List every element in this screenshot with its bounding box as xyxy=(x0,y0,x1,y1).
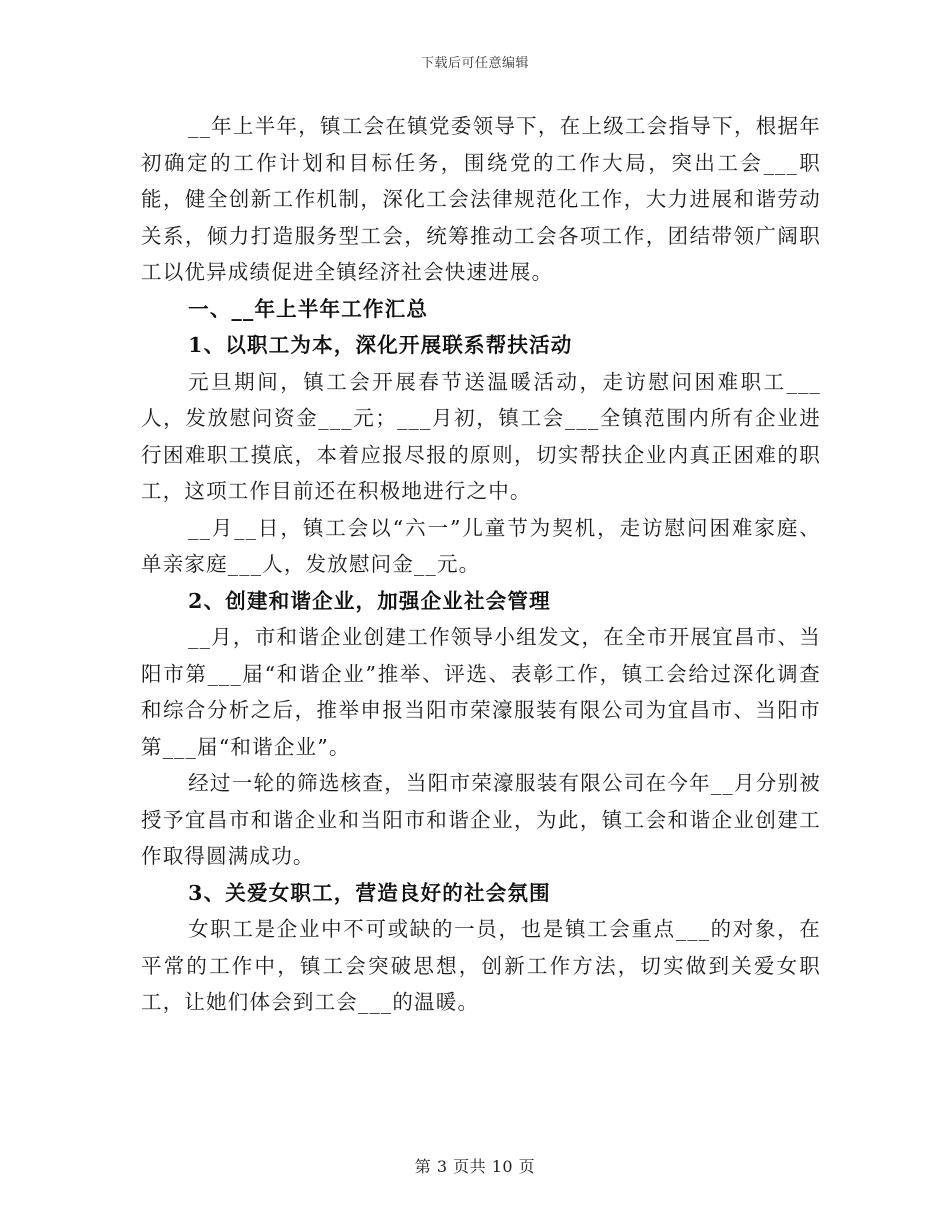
section-heading: 一、__年上半年工作汇总 xyxy=(188,296,429,321)
page-header-note: 下载后可任意编辑 xyxy=(420,56,529,71)
item-1-paragraph-1: 元旦期间，镇工会开展春节送温暖活动，走访慰问困难职工___人，发放慰问资金___元；___月初，镇工会___全镇范围内所有企业进行困难职工摸底，本着应报尽报的原则，切实帮扶企业内真正困难的职工，这项工作目前还在积极地进行之中。 xyxy=(141,369,821,503)
page-number: 第 3 页共 10 页 xyxy=(414,1157,536,1176)
item-3-paragraph-1: 女职工是企业中不可或缺的一员，也是镇工会重点___的对象，在平常的工作中，镇工会突破思想，创新工作方法，切实做到关爱女职工，让她们体会到工会___的温暖。 xyxy=(141,917,821,1014)
item-1-paragraph-2: __月__日，镇工会以“六一”儿童节为契机，走访慰问困难家庭、单亲家庭___人，发放慰问金__元。 xyxy=(141,515,821,576)
item-2-paragraph-2: 经过一轮的筛选核查，当阳市荣濠服装有限公司在今年__月分别被授予宜昌市和谐企业和当阳市和谐企业，为此，镇工会和谐企业创建工作取得圆满成功。 xyxy=(141,771,821,868)
item-2-paragraph-1: __月，市和谐企业创建工作领导小组发文，在全市开展宜昌市、当阳市第___届“和谐企业”推举、评选、表彰工作，镇工会给过深化调查和综合分析之后，推举申报当阳市荣濠服装有限公司为宜昌市、当阳市第___届“和谐企业”。 xyxy=(141,625,821,759)
item-heading-2: 2、创建和谐企业，加强企业社会管理 xyxy=(188,588,551,613)
item-heading-1: 1、以职工为本，深化开展联系帮扶活动 xyxy=(188,333,573,357)
intro-paragraph: __年上半年，镇工会在镇党委领导下，在上级工会指导下，根据年初确定的工作计划和目标任务，围绕党的工作大局，突出工会___职能，健全创新工作机制，深化工会法律规范化工作，大力进展和谐劳动关系，倾力打造服务型工会，统筹推动工会各项工作，团结带领广阔职工以优异成绩促进全镇经济社会快速进展。 xyxy=(141,114,821,284)
item-heading-3: 3、关爱女职工，营造良好的社会氛围 xyxy=(188,880,551,905)
document-body xyxy=(141,108,821,1021)
